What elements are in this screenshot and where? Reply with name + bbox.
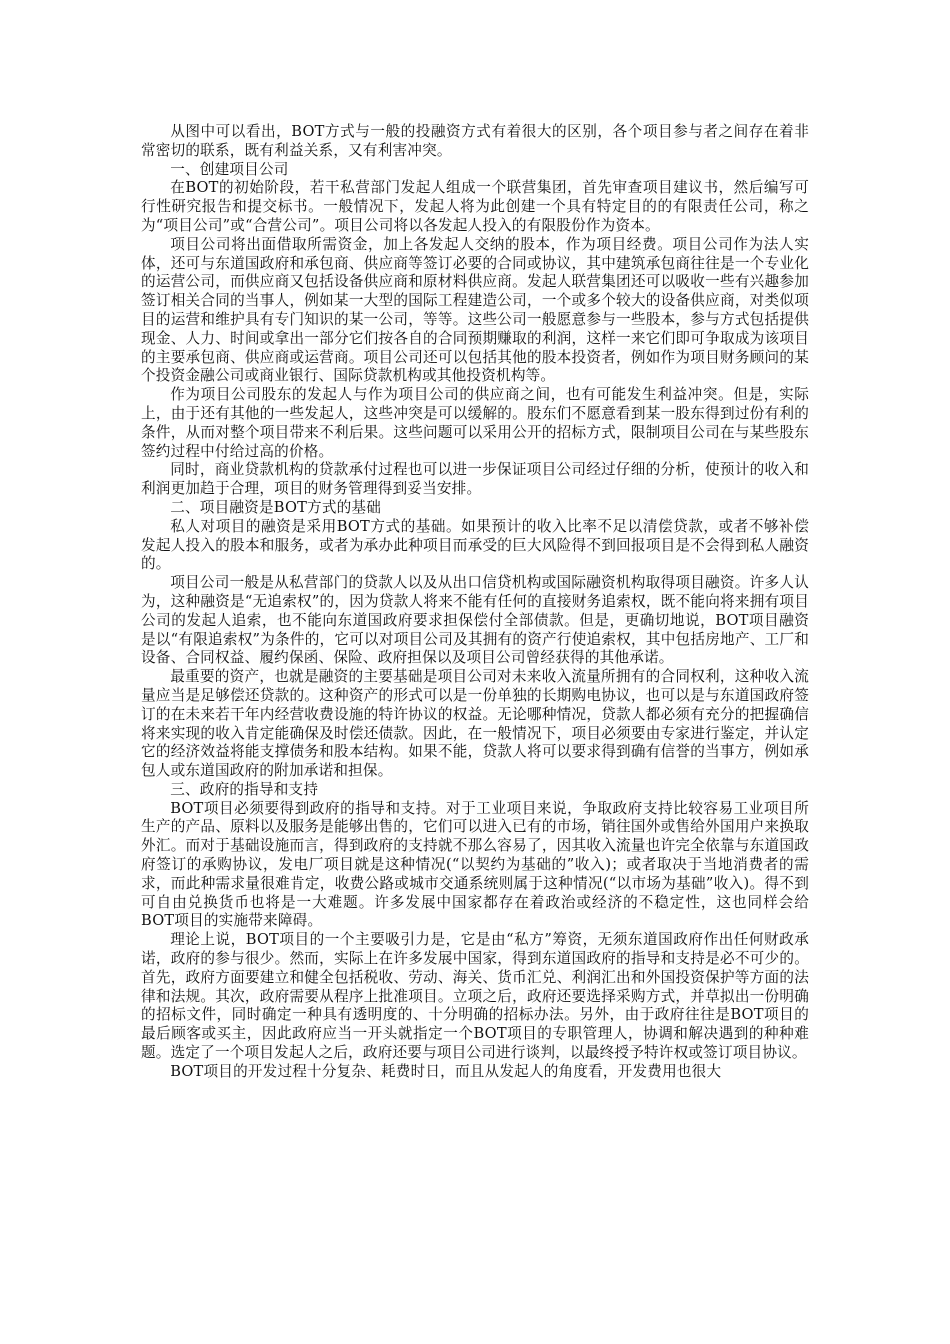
- paragraph: 最重要的资产，也就是融资的主要基础是项目公司对未来收入流量所拥有的合同权利，这种收入流量应当是足够偿还贷款的。这种资产的形式可以是一份单独的长期购电协议，也可以是与东道国政府签订的在未来若干年内经营收费设施的特许协议的权益。无论哪种情况，贷款人都必须有充分的把握确信将来实现的收入肯定能确保及时偿还债款。因此，在一般情况下，项目必须要由专家进行鉴定，并认定它的经济效益将能支撑债务和股本结构。如果不能，贷款人将可以要求得到确有信誉的当事方，例如承包人或东道国政府的附加承诺和担保。: [141, 668, 809, 780]
- paragraph: 私人对项目的融资是采用BOT方式的基础。如果预计的收入比率不足以清偿贷款，或者不够补偿发起人投入的股本和服务，或者为承办此种项目而承受的巨大风险得不到回报项目是不会得到私人融资的。: [141, 517, 809, 573]
- paragraph: 项目公司将出面借取所需资金，加上各发起人交纳的股本，作为项目经费。项目公司作为法人实体，还可与东道国政府和承包商、供应商等签订必要的合同或协议，其中建筑承包商往往是一个专业化的运营公司，而供应商又包括设备供应商和原材料供应商。发起人联营集团还可以吸收一些有兴趣参加签订相关合同的当事人，例如某一大型的国际工程建造公司，一个或多个较大的设备供应商，对类似项目的运营和维护具有专门知识的某一公司，等等。这些公司一般愿意参与一些股本，参与方式包括提供现金、人力、时间或拿出一部分它们按各自的合同预期赚取的利润，这样一来它们即可争取成为该项目的主要承包商、供应商或运营商。项目公司还可以包括其他的股本投资者，例如作为项目财务顾问的某个投资金融公司或商业银行、国际贷款机构或其他投资机构等。: [141, 235, 809, 385]
- section-heading-1: 一、创建项目公司: [170, 160, 289, 178]
- paragraph-intro: 从图中可以看出，BOT方式与一般的投融资方式有着很大的区别，各个项目参与者之间存在着非常密切的联系，既有利益关系，又有利害冲突。: [141, 123, 809, 159]
- section-heading-2: 二、项目融资是BOT方式的基础: [170, 498, 382, 516]
- paragraph: BOT项目必须要得到政府的指导和支持。对于工业项目来说，争取政府支持比较容易工业项目所生产的产品、原料以及服务是能够出售的，它们可以进入已有的市场，销往国外或售给外国用户来换取外汇。而对于基础设施而言，得到政府的支持就不那么容易了，因其收入流量也许完全依靠与东道国政府签订的承购协议，发电厂项目就是这种情况(“以契约为基础的”收入)；或者取决于当地消费者的需求，而此种需求量很难肯定，收费公路或城市交通系统则属于这种情况(“以市场为基础”收入)。得不到可自由兑换货币也将是一大难题。许多发展中国家都存在着政治或经济的不稳定性，这也同样会给BOT项目的实施带来障碍。: [141, 799, 809, 930]
- paragraph: 作为项目公司股东的发起人与作为项目公司的供应商之间，也有可能发生利益冲突。但是，实际上，由于还有其他的一些发起人，这些冲突是可以缓解的。股东们不愿意看到某一股东得到过份有利的条件，从而对整个项目带来不利后果。这些问题可以采用公开的招标方式，限制项目公司在与某些股东签约过程中付给过高的价格。: [141, 386, 809, 460]
- paragraph: 在BOT的初始阶段，若干私营部门发起人组成一个联营集团，首先审查项目建议书，然后编写可行性研究报告和提交标书。一般情况下，发起人将为此创建一个具有特定目的的有限责任公司，称之为“项目公司”或“合营公司”。项目公司将以各发起人投入的有限股份作为资本。: [141, 179, 809, 234]
- document-body: [141, 123, 809, 1082]
- paragraph: 理论上说，BOT项目的一个主要吸引力是，它是由“私方”筹资，无须东道国政府作出任何财政承诺，政府的参与很少。然而，实际上在许多发展中国家，得到东道国政府的指导和支持是必不可少的。首先，政府方面要建立和健全包括税收、劳动、海关、货币汇兑、利润汇出和外国投资保护等方面的法律和法规。其次，政府需要从程序上批准项目。立项之后，政府还要选择采购方式，并草拟出一份明确的招标文件，同时确定一种具有透明度的、十分明确的招标办法。另外，由于政府往往是BOT项目的最后顾客或买主，因此政府应当一开头就指定一个BOT项目的专职管理人，协调和解决遇到的种种难题。选定了一个项目发起人之后，政府还要与项目公司进行谈判，以最终授予特许权或签订项目协议。: [141, 931, 809, 1062]
- paragraph: BOT项目的开发过程十分复杂、耗费时日，而且从发起人的角度看，开发费用也很大: [170, 1062, 722, 1080]
- paragraph: 同时，商业贷款机构的贷款承付过程也可以进一步保证项目公司经过仔细的分析，使预计的收入和利润更加趋于合理，项目的财务管理得到妥当安排。: [141, 461, 809, 498]
- paragraph: 项目公司一般是从私营部门的贷款人以及从出口信贷机构或国际融资机构取得项目融资。许多人认为，这种融资是“无追索权”的，因为贷款人将来不能有任何的直接财务追索权，既不能向将来拥有项目公司的发起人追索，也不能向东道国政府要求担保偿付全部债款。但是，更确切地说，BOT项目融资是以“有限追索权”为条件的，它可以对项目公司及其拥有的资产行使追索权，其中包括房地产、工厂和设备、合同权益、履约保函、保险、政府担保以及项目公司曾经获得的其他承诺。: [141, 574, 809, 667]
- section-heading-3: 三、政府的指导和支持: [170, 780, 319, 798]
